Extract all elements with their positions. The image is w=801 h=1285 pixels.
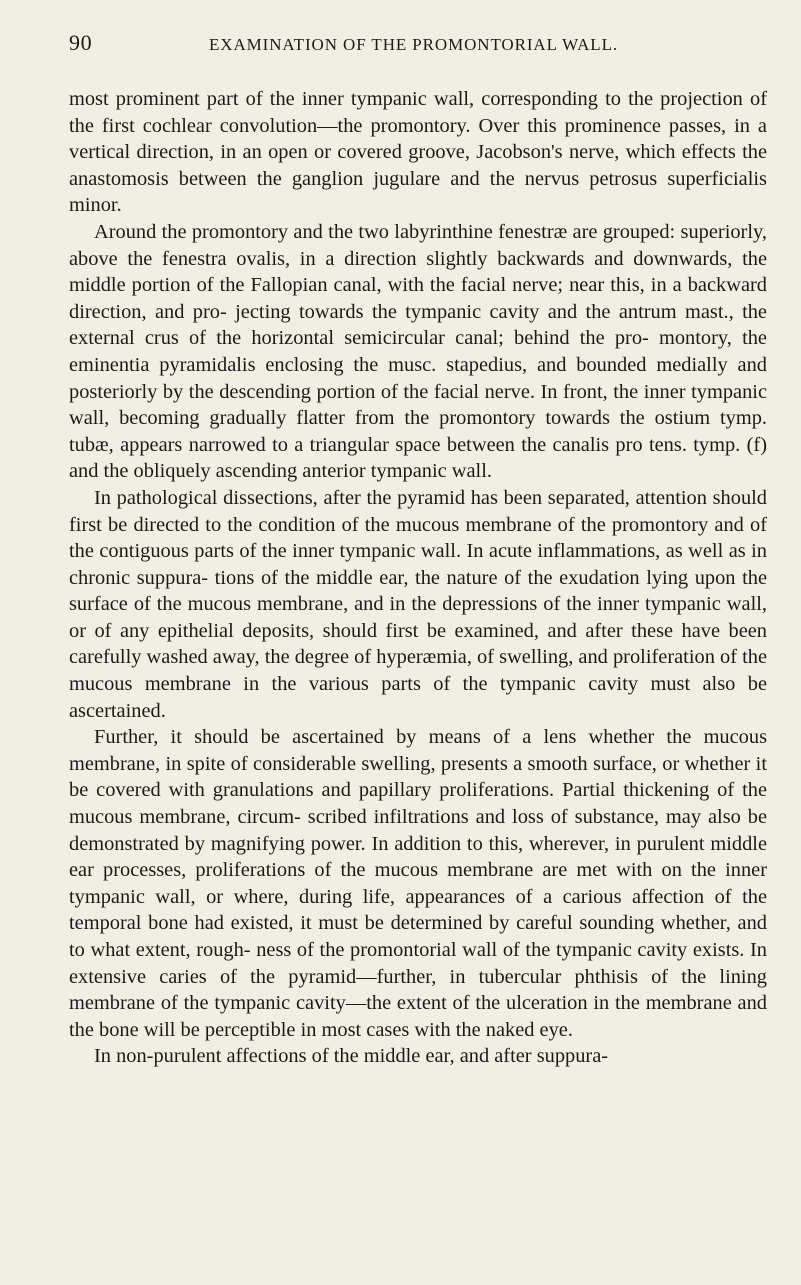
paragraph: Further, it should be ascertained by means of a lens whether the mucous membrane, in spite of considerable swelling, presents a smooth surface, or whether it be covered with granulations and papillary proliferations. Partial thickening of the mucous membrane, circum- scribed infiltrations and loss of substance, may also be demonstrated by magnifying power. In addition to this, wherever, in purulent middle ear processes, proliferations of the mucous membrane are met with on the inner tympanic wall, or where, during life, appearances of a carious affection of the temporal bone had existed, it must be determined by careful sounding whether, and to what extent, rough- ness of the promontorial wall of the tympanic cavity exists. In extensive caries of the pyramid—further, in tubercular phthisis of the lining membrane of the tympanic cavity—the extent of the ulceration in the membrane and the bone will be perceptible in most cases with the naked eye. xyxy=(69,726,767,1041)
paragraph-continued: most prominent part of the inner tympanic wall, corresponding to the projection of the first cochlear convolution—the promontory. Over this prominence passes, in a vertical direction, in an open or covered groove, Jacobson's nerve, which effects the anastomosis between the ganglion jugulare and the nervus petrosus superficialis minor. xyxy=(69,88,767,217)
body-text xyxy=(69,86,767,1070)
page-number: 90 xyxy=(69,30,93,55)
running-head xyxy=(69,30,767,66)
running-title: EXAMINATION OF THE PROMONTORIAL WALL. xyxy=(209,35,619,54)
paragraph: Around the promontory and the two labyrinthine fenestræ are grouped: superiorly, above the fenestra ovalis, in a direction slightly backwards and downwards, the middle portion of the Fallopian canal, with the facial nerve; near this, in a backward direction, and pro- jecting towards the tympanic cavity and the antrum mast., the external crus of the horizontal semicircular canal; behind the pro- montory, the eminentia pyramidalis enclosing the musc. stapedius, and bounded medially and posteriorly by the descending portion of the facial nerve. In front, the inner tympanic wall, becoming gradually flatter from the promontory towards the ostium tymp. tubæ, appears narrowed to a triangular space between the canalis pro tens. tymp. (f) and the obliquely ascending anterior tympanic wall. xyxy=(69,220,767,483)
paragraph-truncated: In non-purulent affections of the middle ear, and after suppura- xyxy=(94,1045,609,1068)
paragraph: In pathological dissections, after the pyramid has been separated, attention should first be directed to the condition of the mucous membrane of the promontory and of the contiguous parts of the inner tympanic wall. In acute inflammations, as well as in chronic suppura- tions of the middle ear, the nature of the exudation lying upon the surface of the mucous membrane, and in the depressions of the inner tympanic wall, or of any epithelial deposits, should first be examined, and after these have been carefully washed away, the degree of hyperæmia, of swelling, and proliferation of the mucous membrane in the various parts of the tympanic cavity must also be ascertained. xyxy=(69,486,767,722)
